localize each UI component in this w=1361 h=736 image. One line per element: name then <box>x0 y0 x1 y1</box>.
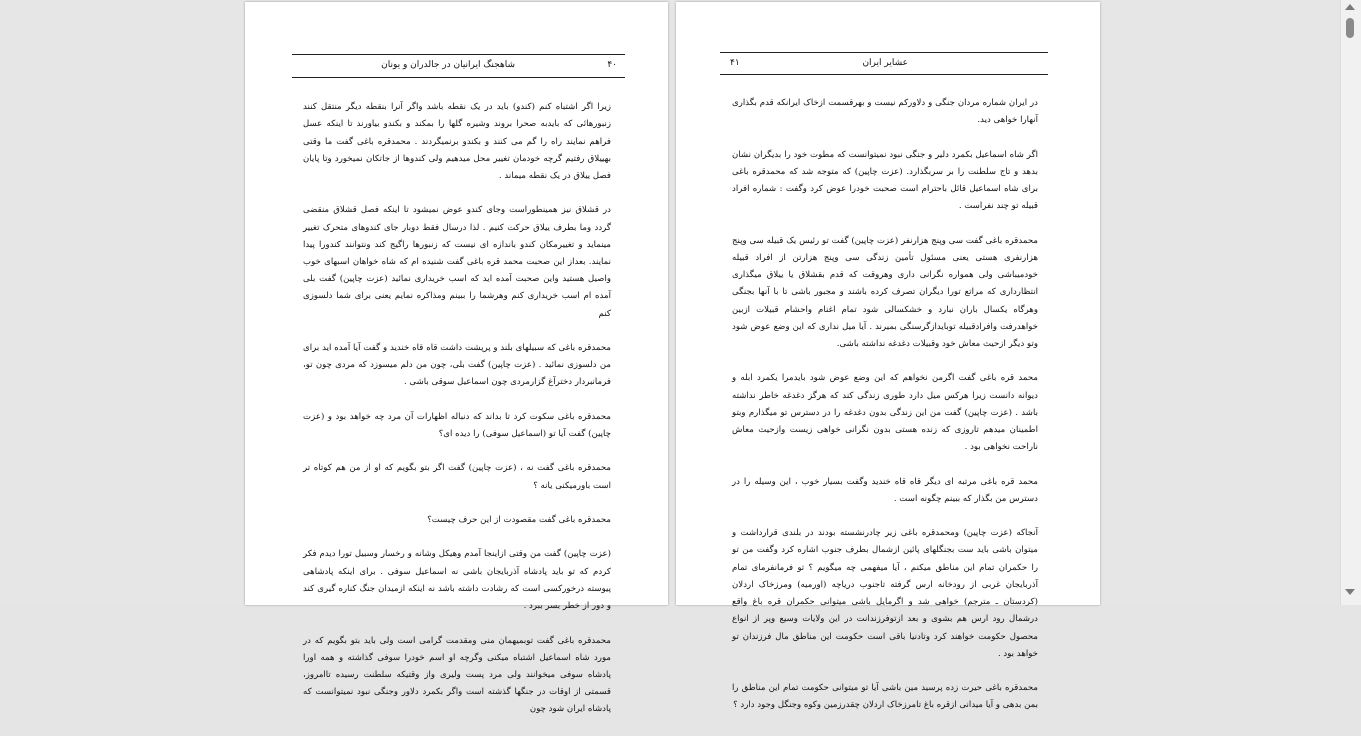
page-number: ۴۱ <box>730 58 740 68</box>
page-body <box>732 78 1038 711</box>
paragraph: محمدقره باغی حیرت زده پرسید مین باشی آیا تو میتوانی حکومت تمام این مناطق را بمن بدهی و آیا میدانی ازقره باغ تامرزخاک اردلان چقدرزمین وکوه وجنگل وجود دارد ؟ <box>732 683 1038 711</box>
page-header <box>292 60 625 74</box>
scrollbar-thumb[interactable] <box>1346 18 1354 38</box>
paragraph: آنجاکه (عزت چاپین) ومحمدقره باغی زیر چادرنشسته بودند در بلندی قرارداشت و میتوان باشی باید ست بجنگلهای پائین ازشمال بطرف جنوب اشاره کرد وگفت من تو را حکمران تمام این مناطق میکنم ، آیا میفهمی چه میگویم ؟ تو فرمانفرمای تمام آذربایجان غربی از رودخانه ارس گرفته تاجنوب دریاچه (اورمیه) ومرزخاک اردلان (کردستان ـ مترجم) خواهی شد و اگرمایل باشی میتوانی حکمران قره باغ واقع درشمال رود ارس هم بشوی و بعد ازتوفرزندانت در این ولایات وسیع وپر از انواع محصول حکومت خواهند کرد وتادنیا باقی است حکومت این مناطق مال فرزندان تو خواهد بود . <box>732 528 1038 659</box>
paragraph: در ایران شماره مردان جنگی و دلاورکم نیست و بهرقسمت ازخاک ایرانکه قدم بگذاری آنهارا خواهی دید. <box>732 98 1038 126</box>
paragraph: محمدقره باغی گفت نه ، (عزت چاپین) گفت اگر بتو بگویم که او از من هم کوتاه تر است باورمیکنی یانه ؟ <box>303 463 611 491</box>
page-body <box>303 82 611 715</box>
page-header <box>720 58 1048 72</box>
header-top-rule <box>292 54 625 55</box>
scroll-up-arrow-icon[interactable] <box>1345 4 1355 10</box>
paragraph: زیرا اگر اشتباه کنم (کندو) باید در یک نقطه باشد واگر آنرا بنقطه دیگر منتقل کنند زنبورهائی که بایدبه صحرا بروند وشیره گلها را بمکند و بکندو بیاورند تا اینکه عسل فراهم نمایند راه را گم می کنند و بکندو برنمیگردند . محمدقره باغی گفت ما وقتی بهییلاق رفتیم گرچه خودمان تغییر محل میدهیم ولی کندوها از جاتکان نمیخورد وتا پایان فصل ییلاق در یک نقطه میماند . <box>303 102 611 182</box>
scroll-down-arrow-icon[interactable] <box>1345 589 1355 595</box>
running-title: عشایر ایران <box>862 58 908 68</box>
header-bottom-rule <box>720 74 1048 75</box>
page-40 <box>245 2 668 715</box>
paragraph: محمدقره باغی گفت سی وپنج هزارنفر (عزت چاپین) گفت تو رئیس یک قبیله سی وپنج هزارنفری هستی یعنی مسئول تأمین زندگی سی وپنج هزارتن از افراد قبیله خودمیباشی ولی همواره نگرانی داری وهروقت که قدم بقشلاق یا ییلاق میگذاری انتظارداری که مراتع تورا دیگران تصرف کرده باشند و مجبور باشی تا با آنها بجنگی وهرگاه یکسال باران نبارد و خشکسالی شود تمام اغنام واحشام قبیلات ازبین خواهدرفت وافرادقبیله توبایدازگرسنگی بمیرند . آیا میل نداری که این وضع عوض شود وتو دیگر ازحیث معاش خود وقبیلات دغدغه نداشته باشی. <box>732 235 1038 350</box>
page-41 <box>676 2 1100 711</box>
paragraph: محمدقره باغی گفت توبمیهمان منی ومقدمت گرامی است ولی باید بتو بگویم که در مورد شاه اسماعیل اشتباه میکنی وگرچه او اسم خودرا سوفی گذاشته و همه اورا پادشاه سوفی میخوانند ولی مرد پست ولیری واز وقتیکه سلطنت رسیده تاامروز، قسمتی از اوقات در جنگها گذشته است واگر بکمرد دلاور وجنگی نبود نمیتوانست که پادشاه ایران شود چون <box>303 635 611 715</box>
header-bottom-rule <box>292 77 625 78</box>
paragraph: محمدقره باغی سکوت کرد تا بداند که دنباله اظهارات آن مرد چه خواهد بود و (عزت چاپین) گفت آیا تو (اسماعیل سوفی) را دیده ای؟ <box>303 411 611 440</box>
paragraph: در قشلاق نیز همینطوراست وجای کندو عوض نمیشود تا اینکه فصل قشلاق منقضی گردد وما بطرف ییلاق حرکت کنیم . لذا درسال فقط دوبار جای کندوهای متحرک تغییر مینماید و تغییرمکان کندو باندازه ای نیست که زنبورها راگیج کند ونتوانند کندورا پیدا نمایند. بعداز این صحبت محمد قره باغی گفت شنیده ام که شاه خواهان اسبهای خوب واصیل هستید واین صحبت آمده اید که اسب خریداری نمائید (عزت چاپین) گفت بلی آمده ام اسب خریداری کنم وهرشما را ببینم ومذاکره نمایم یعنی برای شما دلسوزی کنم <box>303 205 611 319</box>
running-title: شاهجنگ ایرانیان در جالدران و یونان <box>381 60 515 70</box>
paragraph: محمد قره باغی گفت اگرمن نخواهم که این وضع عوض شود بایدمرا یکمرد ابله و دیوانه دانست زیرا هرکس میل دارد طوری زندگی کند که هرگز دغدغه خاطر نداشته باشد . (عزت چاپین) گفت من این زندگی بدون دغدغه را در دسترس تو میگذارم وبتو اطمینان میدهم تاروزی که زنده هستی بدون نگرانی خواهی زیست وازحیث معاش ناراحت نخواهی بود . <box>732 373 1038 453</box>
page-number: ۴۰ <box>607 60 617 70</box>
header-top-rule <box>720 52 1048 53</box>
paragraph: اگر شاه اسماعیل بکمرد دلیر و جنگی نبود نمیتوانست که مطوت خود را بدیگران نشان بدهد و تاج سلطنت را بر سربگذارد. (عزت چاپین) که متوجه شد که محمدقره باغی برای شاه اسماعیل قائل باحترام است صحبت خودرا عوض کرد وگفت : شماره افراد قبیله تو چند نفراست . <box>732 149 1038 212</box>
paragraph: محمد قره باغی مرتبه ای دیگر قاه قاه خندید وگفت بسیار خوب ، این وسیله را در دسترس من بگذار که ببینم چگونه است . <box>732 476 1038 504</box>
paragraph: محمدقره باغی که سبیلهای بلند و پرپشت داشت قاه قاه خندید و گفت آیا آمده اید برای من دلسوزی نمائید . (عزت چاپین) گفت بلی، چون من دلم میسوزد که مردی چون تو، فرمانبردار دخترآغ گزارمردی چون اسماعیل سوقی باشی . <box>303 343 611 388</box>
paragraph: محمدقره باغی گفت مقصودت از این حرف چیست؟ <box>427 515 611 526</box>
paragraph: (عزت چاپین) گفت من وقتی ازاینجا آمدم وهیکل وشانه و رخسار وسبیل تورا دیدم فکر کردم که تو باید پادشاه آذربایجان باشی نه اسماعیل سوفی . برای اینکه پادشاهی پیوسته درخورکسی است که رشادت داشته باشد نه اینکه ازمیدان جنگ کناره گیری کند و دور از خطر بسر ببرد . <box>303 549 611 612</box>
vertical-scrollbar[interactable] <box>1340 0 1361 605</box>
